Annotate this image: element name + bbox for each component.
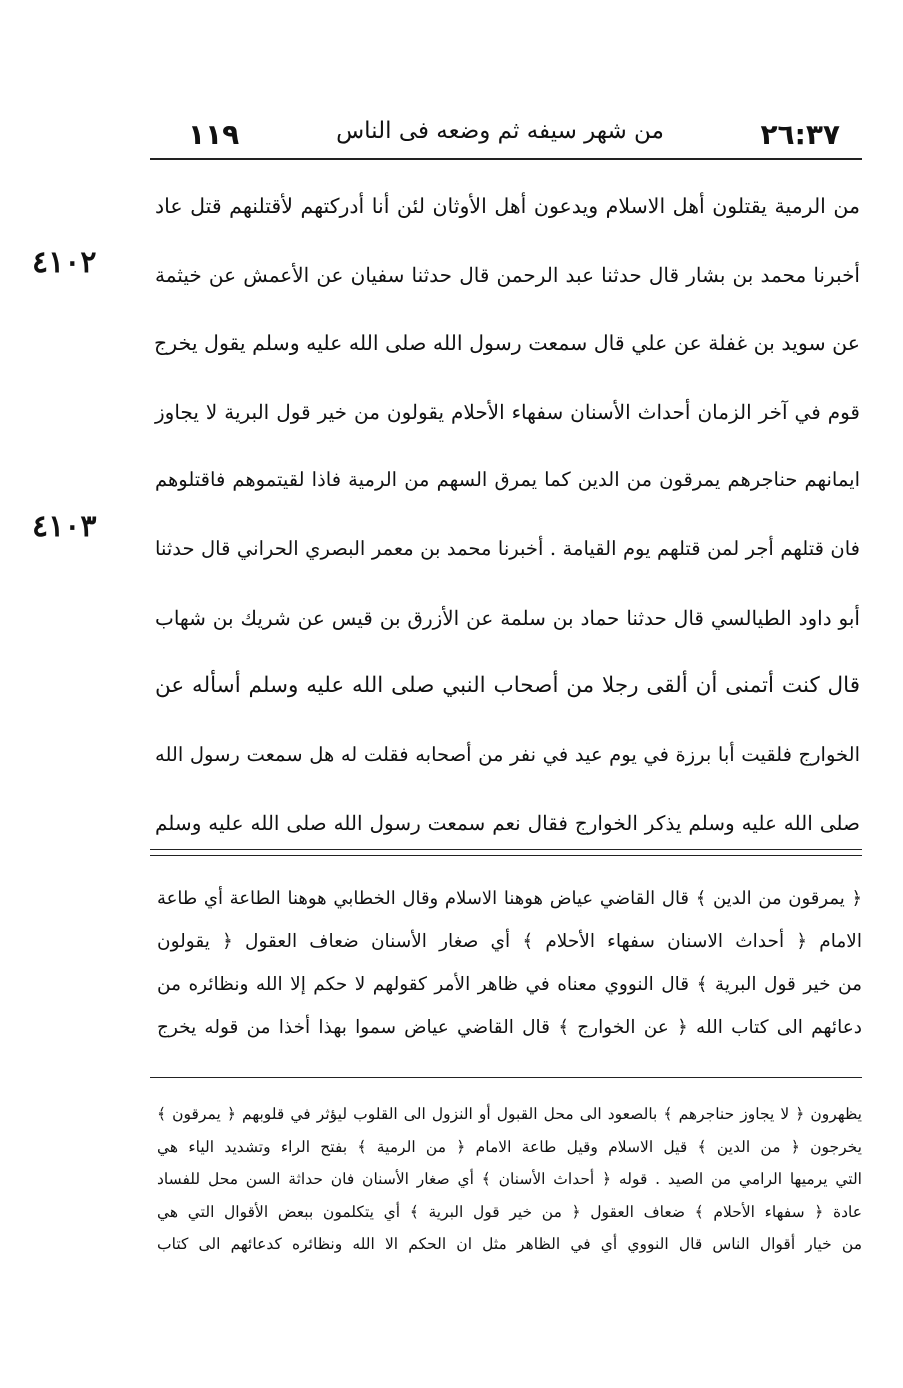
commentary-line: من خير قول البرية ﴾ قال النووي معناه في ظاهر الأمر كقولهم لا حكم إلا الله ونظائره من: [157, 974, 862, 995]
divider-double-bottom: [150, 855, 862, 856]
main-text: [155, 172, 860, 858]
commentary-first: [157, 877, 862, 1049]
hadith-number: ٤١٠٢: [32, 245, 97, 280]
commentary-line: الامام ﴿ أحداث الاسنان سفهاء الأحلام ﴾ أي صغار الأسنان ضعاف العقول ﴿ يقولون: [157, 931, 862, 952]
divider-double-top: [150, 849, 862, 850]
commentary-second: [157, 1098, 862, 1261]
text-line: من الرمية يقتلون أهل الاسلام ويدعون أهل الأوثان لئن أنا أدركتهم لأقتلنهم قتل عاد: [155, 194, 860, 218]
running-title: من شهر سيفه ثم وضعه فى الناس: [336, 118, 664, 144]
commentary-line: من خيار أقوال الناس قال النووي أي في الظاهر مثل ان الحكم الا الله ونظائره كدعائهم الى كتاب: [157, 1235, 862, 1254]
text-line: قال كنت أتمنى أن ألقى رجلا من أصحاب النبي صلى الله عليه وسلم أسأله عن: [155, 673, 860, 699]
commentary-line: دعائهم الى كتاب الله ﴿ عن الخوارج ﴾ قال القاضي عياض سموا بهذا أخذا من قوله يخرج: [157, 1017, 862, 1038]
text-line: قوم في آخر الزمان أحداث الأسنان سفهاء الأحلام يقولون من خير قول البرية لا يجاوز: [155, 399, 860, 424]
header-divider: [150, 158, 862, 160]
page-number: ١١٩: [188, 118, 240, 151]
commentary-line: يظهرون ﴿ لا يجاوز حناجرهم ﴾ بالصعود الى محل القبول أو النزول الى القلوب ليؤثر في قلوبهم ﴿ يمرقون ﴾: [157, 1105, 862, 1123]
page-header: [150, 112, 850, 156]
text-line: الخوارج فلقيت أبا برزة في يوم عيد في نفر من أصحابه فقلت له هل سمعت رسول الله: [155, 742, 860, 766]
text-line: صلى الله عليه وسلم يذكر الخوارج فقال نعم سمعت رسول الله صلى الله عليه وسلم: [155, 811, 860, 836]
commentary-line: التي يرميها الرامي من الصيد . قوله ﴿ أحداث الأسنان ﴾ أي صغار الأسنان فان حداثة السن محل للفساد: [157, 1170, 862, 1189]
text-line: ايمانهم حناجرهم يمرقون من الدين كما يمرق السهم من الرمية فاذا لقيتموهم فاقتلوهم: [155, 468, 860, 492]
text-line: أخبرنا محمد بن بشار قال حدثنا عبد الرحمن قال حدثنا سفيان عن الأعمش عن خيثمة: [155, 262, 860, 287]
commentary-line: يخرجون ﴿ من الدين ﴾ قيل الاسلام وقيل طاعة الامام ﴿ من الرمية ﴾ بفتح الراء وتشديد الياء هي: [157, 1137, 862, 1156]
commentary-line: ﴿ يمرقون من الدين ﴾ قال القاضي عياض هوهنا الاسلام وقال الخطابي هوهنا الطاعة أي طاعة: [157, 888, 862, 909]
section-number: ٢٦:٣٧: [760, 118, 840, 151]
commentary-divider: [150, 1077, 862, 1078]
text-line: أبو داود الطيالسي قال حدثنا حماد بن سلمة عن الأزرق بن قيس عن شريك بن شهاب: [155, 605, 860, 630]
text-line: عن سويد بن غفلة عن علي قال سمعت رسول الله صلى الله عليه وسلم يقول يخرج: [154, 331, 860, 356]
commentary-line: عادة ﴿ سفهاء الأحلام ﴾ ضعاف العقول ﴿ من خير قول البرية ﴾ أي يتكلمون ببعض الأقوال التي هي: [157, 1202, 862, 1221]
hadith-number: ٤١٠٣: [32, 509, 97, 544]
text-line: فان قتلهم أجر لمن قتلهم يوم القيامة . أخبرنا محمد بن معمر البصري الحراني قال حدثنا: [155, 536, 860, 560]
